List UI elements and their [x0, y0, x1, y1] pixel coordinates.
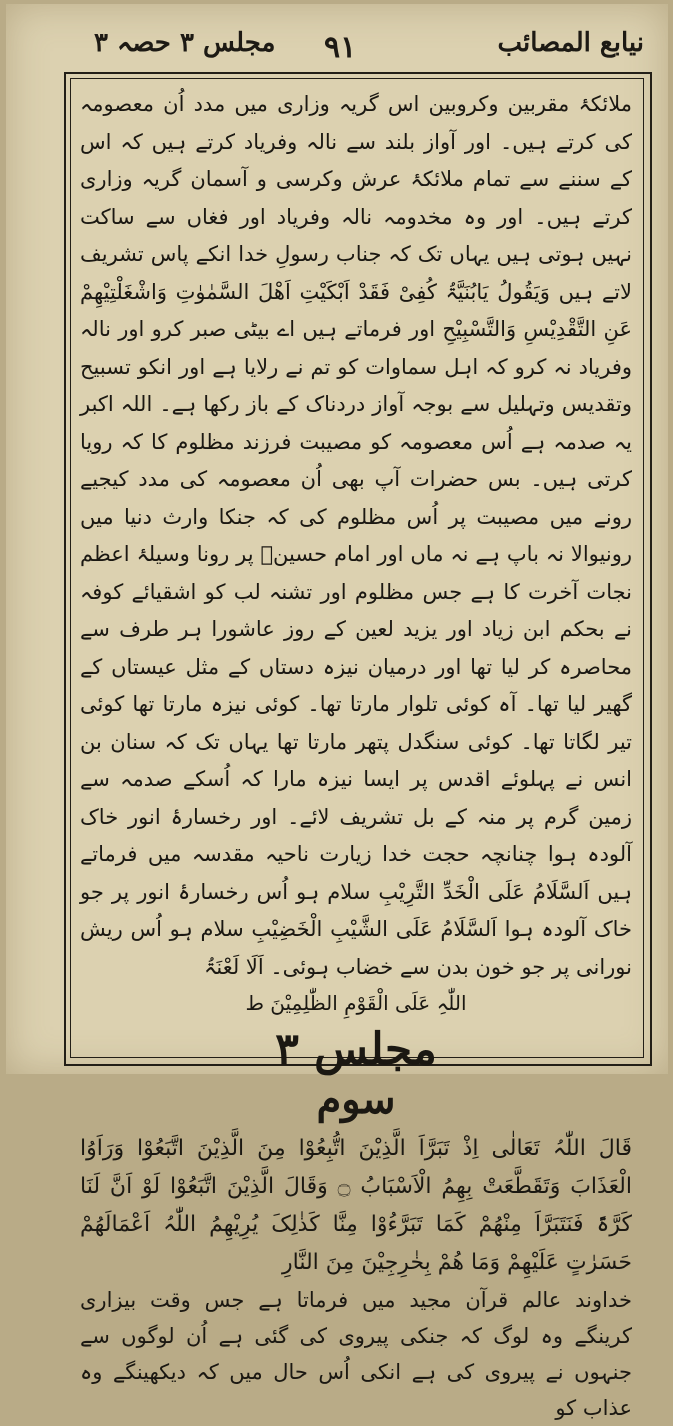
page-header: [6, 24, 668, 74]
page-number: ۹۱: [324, 30, 357, 65]
main-paragraph: ملائکۂ مقربین وکروبین اس گریہ وزاری میں مدد اُن معصومہ کی کرتے ہیں۔ اور آواز بلند سے نالہ وفریاد کرتے ہیں کہ اس کے سننے سے تمام ملائکۂ عرش وکرسی و آسمان گریہ وزاری کرتے ہیں۔ اور وہ مخدومہ نالہ وفریاد اور فغاں سے ساکت نہیں ہوتی ہیں یہاں تک کہ جناب رسولِ خدا انکے پاس تشریف لاتے ہیں وَیَقُولُ یَابُنَیَّۃُ کُفِیْ فَقَدْ اَبْکَیْتِ اَھْلَ السَّمٰوٰتِ وَاشْغَلْتِیْھِمْ عَنِ التَّقْدِیْسِ وَالتَّسْبِیْحِ اور فرماتے ہیں اے بیٹی صبر کرو اور نالہ وفریاد نہ کرو کہ اہل سماوات کو تم نے رلایا ہے اور انکو تسبیح وتقدیس وتہلیل سے بوجہ آواز دردناک کے باز رکھا ہے۔ اللہ اکبر یہ صدمہ ہے اُس معصومہ کو مصیبت فرزند مظلوم کا کہ رویا کرتی ہیں۔ بس حضرات آپ بھی اُن معصومہ کی مدد کیجیے رونے میں مصیبت پر اُس مظلوم کی کہ جنکا وارث دنیا میں رونیوالا نہ باپ ہے نہ ماں اور امام حسینؑ پر رونا وسیلۂ اعظم نجات آخرت کا ہے جس مظلوم اور تشنہ لب کو اشقیائے کوفہ نے بحکم ابن زیاد اور یزید لعین کے روز عاشورا ہر طرف سے محاصرہ کر لیا تھا اور درمیان نیزہ دستاں کے مثل عیستاں کے گھیر لیا تھا۔ آہ کوئی تلوار مارتا تھا۔ کوئی نیزہ مارتا تھا کوئی تیر لگاتا تھا۔ کوئی سنگدل پتھر مارتا تھا یہاں تک کہ سنان بن انس نے پہلوئے اقدس پر ایسا نیزہ مارا کہ اُسکے صدمہ سے زمین گرم پر منہ کے بل تشریف لائے۔ اور رخسارۂ انور خاک آلودہ ہوا چنانچہ حجت خدا زیارت ناحیہ مقدسہ میں فرماتے ہیں اَلسَّلَامُ عَلَی الْخَدِّ التَّرِیْبِ سلام ہو اُس رخسارۂ انور پر جو خاک آلودہ ہوا اَلسَّلَامُ عَلَی الشَّیْبِ الْخَضِیْبِ سلام ہو اُس ریش نورانی پر جو خون بدن سے خضاب ہوئی۔ اَلَا لَعْنَۃُ: [80, 92, 632, 979]
header-section-label: مجلس ۳ حصہ ۳: [94, 28, 276, 58]
paragraph-closing-line: اللّٰہِ عَلَی الْقَوْمِ الظّٰلِمِیْنَ ط: [245, 991, 467, 1015]
verse-translation: خداوند عالم قرآن مجید میں فرماتا ہے جس وقت بیزاری کرینگے وہ لوگ کہ جنکی پیروی کی گئی ہے اُن لوگوں سے جنہوں نے پیروی کی ہے انکی اُس حال میں کہ دیکھینگے وہ عذاب کو: [80, 1288, 632, 1420]
section-heading: مجلس ۳: [275, 1024, 437, 1075]
section-subheading: سوم: [316, 1076, 396, 1123]
text-body: [80, 86, 632, 1420]
quran-verse: قَالَ اللّٰہُ تَعَالٰی اِذْ تَبَرَّاَ الَّذِیْنَ اتُّبِعُوْا مِنَ الَّذِیْنَ اتَّبَعُوْا وَرَاَوُا الْعَذَابَ وَتَقَطَّعَتْ بِھِمُ الْاَسْبَابُ ۝ وَقَالَ الَّذِیْنَ اتَّبَعُوْا لَوْ اَنَّ لَنَا کَرَّۃً فَنَتَبَرَّاَ مِنْھُمْ کَمَا تَبَرَّءُوْا مِنَّا کَذٰلِکَ یُرِیْھِمُ اللّٰہُ اَعْمَالَھُمْ حَسَرٰتٍ عَلَیْھِمْ وَمَا ھُمْ بِخٰرِجِیْنَ مِنَ النَّارِ: [80, 1136, 632, 1275]
header-book-title: نیابع المصائب: [497, 28, 644, 58]
